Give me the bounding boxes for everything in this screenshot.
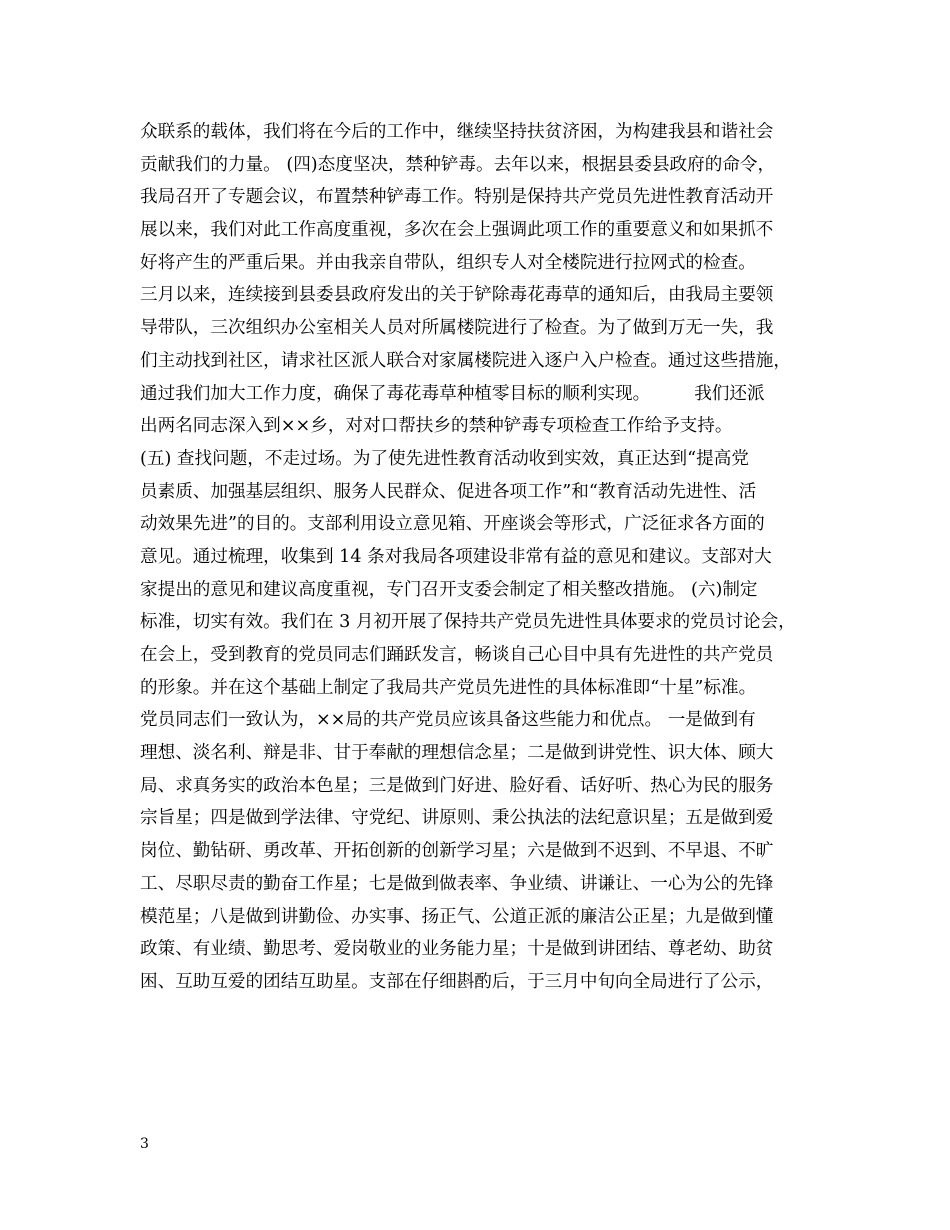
- text-line: 好将产生的严重后果。并由我亲自带队，组织专人对全楼院进行拉网式的检查。: [140, 252, 756, 273]
- text-line: 家提出的意见和建议高度重视，专门召开支委会制定了相关整改措施。 (六)制定: [140, 579, 758, 600]
- text-line: 三月以来，连续接到县委县政府发出的关于铲除毒花毒草的通知后，由我局主要领: [140, 285, 774, 306]
- page-number: 3: [140, 1136, 149, 1152]
- text-line: 出两名同志深入到××乡，对对口帮扶乡的禁种铲毒专项检查工作给予支持。: [140, 416, 733, 437]
- text-line: 理想、淡名利、辩是非、甘于奉献的理想信念星；二是做到讲党性、识大体、顾大: [140, 743, 774, 764]
- text-line: 的形象。并在这个基础上制定了我局共产党员先进性的具体标准即“十星”标准。: [140, 677, 757, 698]
- text-line: 局、求真务实的政治本色星；三是做到门好进、脸好看、话好听、热心为民的服务: [140, 775, 774, 796]
- text-line: 标准，切实有效。我们在 3 月初开展了保持共产党员先进性具体要求的党员讨论会，: [140, 612, 796, 633]
- text-line: 动效果先进”的目的。支部利用设立意见箱、开座谈会等形式，广泛征求各方面的: [140, 514, 765, 535]
- text-line: 们主动找到社区，请求社区派人联合对家属楼院进入逐户入户检查。通过这些措施，: [140, 350, 791, 371]
- text-line: 通过我们加大工作力度，确保了毒花毒草种植零目标的顺利实现。 我们还派: [140, 383, 765, 404]
- text-line: 困、互助互爱的团结互助星。支部在仔细斟酌后，于三月中旬向全局进行了公示，: [140, 971, 774, 992]
- text-line: 党员同志们一致认为，××局的共产党员应该具备这些能力和优点。 一是做到有: [140, 710, 756, 731]
- text-line: 在会上，受到教育的党员同志们踊跃发言，畅谈自己心目中具有先进性的共产党员: [140, 645, 774, 665]
- body-text: [140, 116, 840, 999]
- text-line: 导带队，三次组织办公室相关人员对所属楼院进行了检查。为了做到万无一失，我: [140, 318, 774, 339]
- text-line: 贡献我们的力量。 (四)态度坚决，禁种铲毒。去年以来，根据县委县政府的命令，: [140, 154, 776, 175]
- text-line: 展以来，我们对此工作高度重视，多次在会上强调此项工作的重要意义和如果抓不: [140, 220, 774, 241]
- text-line: 我局召开了专题会议，布置禁种铲毒工作。特别是保持共产党员先进性教育活动开: [140, 187, 774, 208]
- text-line: 岗位、勤钻研、勇改革、开拓创新的创新学习星；六是做到不迟到、不早退、不旷: [140, 841, 774, 862]
- text-line: (五) 查找问题，不走过场。为了使先进性教育活动收到实效，真正达到“提高党: [140, 448, 749, 469]
- text-line: 意见。通过梳理，收集到 14 条对我局各项建设非常有益的意见和建议。支部对大: [140, 546, 772, 567]
- text-line: 政策、有业绩、勤思考、爱岗敬业的业务能力星；十是做到讲团结、尊老幼、助贫: [140, 939, 774, 960]
- text-line: 众联系的载体，我们将在今后的工作中，继续坚持扶贫济困，为构建我县和谐社会: [140, 122, 774, 142]
- text-line: 员素质、加强基层组织、服务人民群众、促进各项工作”和“教育活动先进性、活: [140, 481, 757, 502]
- text-line: 模范星；八是做到讲勤俭、办实事、扬正气、公道正派的廉洁公正星；九是做到懂: [140, 906, 774, 927]
- text-line: 工、尽职尽责的勤奋工作星；七是做到做表率、争业绩、讲谦让、一心为公的先锋: [140, 873, 774, 894]
- text-line: 宗旨星；四是做到学法律、守党纪、讲原则、秉公执法的法纪意识星；五是做到爱: [140, 808, 774, 829]
